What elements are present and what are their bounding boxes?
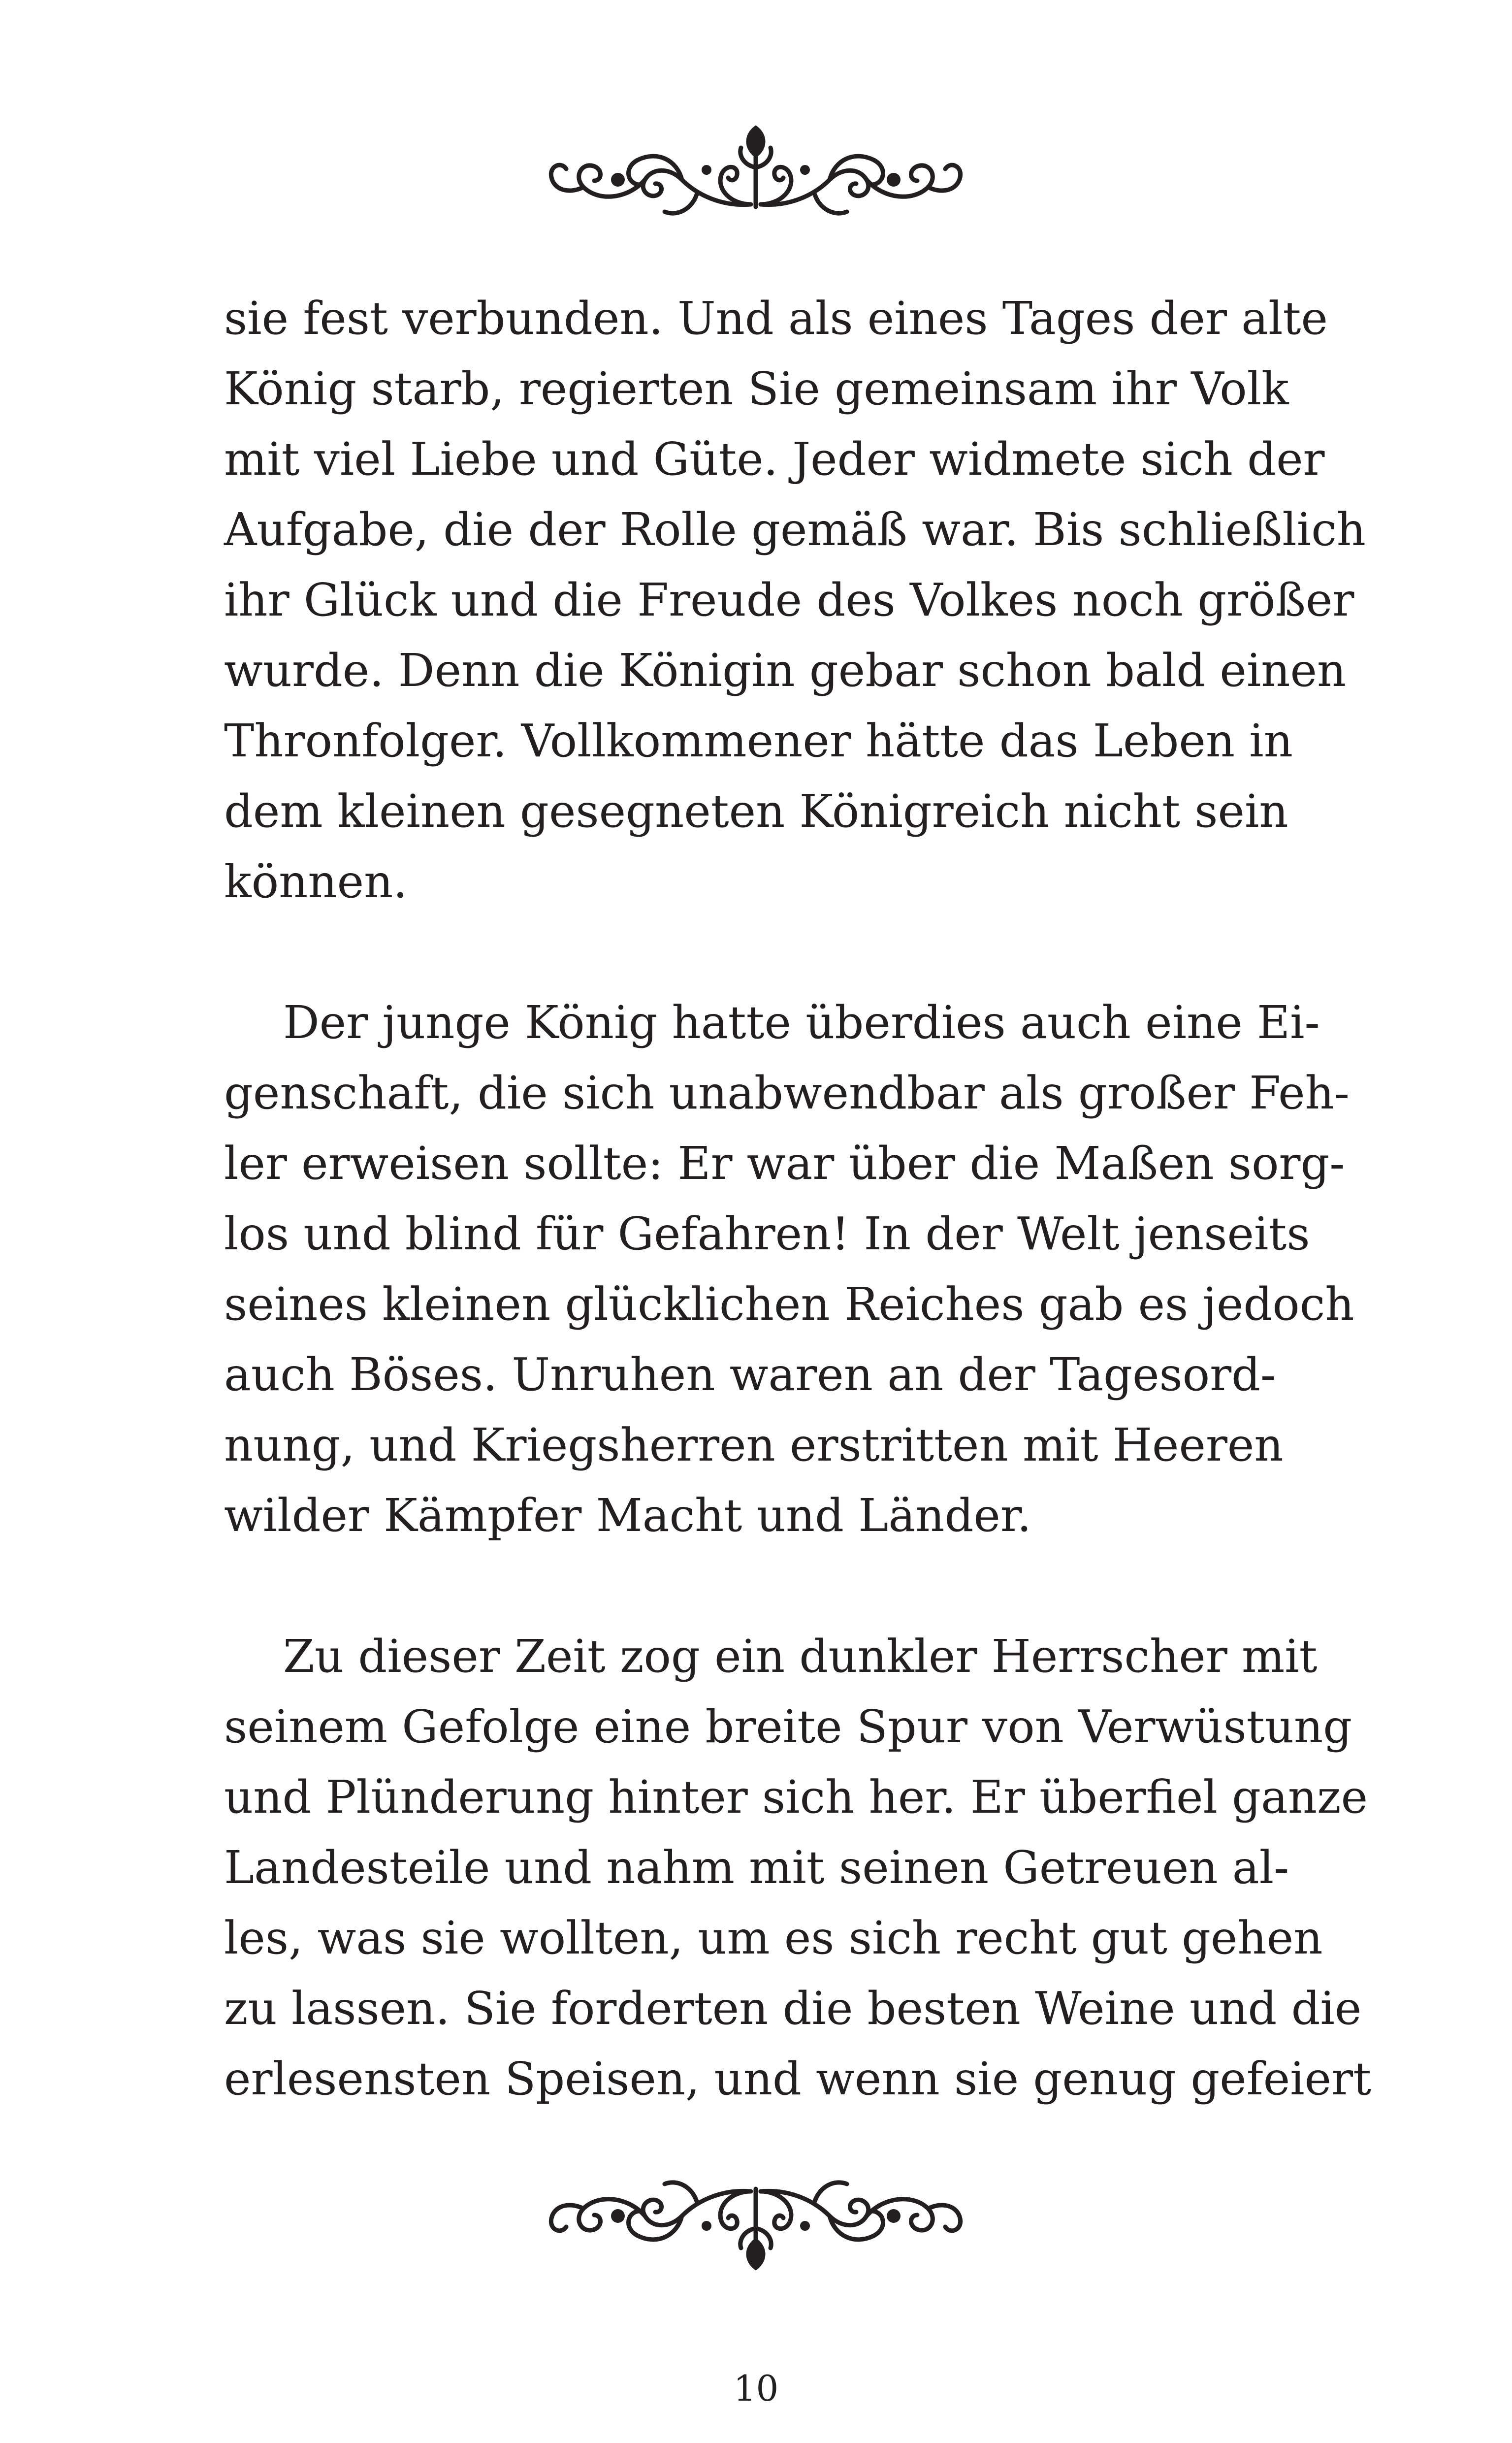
paragraph-1	[224, 283, 1366, 917]
text-line: zu lassen. Sie forderten die besten Weine und die	[224, 1982, 1362, 2035]
ornament-left-half	[551, 156, 751, 213]
text-line: wilder Kämpfer Macht und Länder.	[224, 1489, 1031, 1542]
paragraph-2	[224, 987, 1354, 1551]
bottom-scroll-ornament-icon	[534, 2162, 977, 2275]
page-number: 10	[733, 2368, 779, 2409]
text-line: les, was sie wollten, um es sich recht gut gehen	[224, 1912, 1323, 1964]
text-line: dem kleinen gesegneten Königreich nicht sein	[224, 785, 1288, 838]
text-line: ihr Glück und die Freude des Volkes noch größer	[224, 574, 1354, 626]
paragraph-spacer	[224, 1551, 1263, 1621]
text-line: König starb, regierten Sie gemeinsam ihr Volk	[224, 362, 1289, 415]
text-line: seinem Gefolge eine breite Spur von Verwüstung	[224, 1700, 1352, 1753]
text-line: Aufgabe, die der Rolle gemäß war. Bis schließlich	[224, 503, 1366, 556]
text-line: auch Böses. Unruhen waren an der Tagesord-	[224, 1348, 1276, 1401]
text-line: seines kleinen glücklichen Reiches gab es jedoch	[224, 1278, 1354, 1331]
body-text	[224, 283, 1372, 2114]
text-line: erlesensten Speisen, und wenn sie genug gefeiert	[224, 2052, 1372, 2105]
text-line: Der junge König hatte überdies auch eine Ei-	[283, 996, 1320, 1049]
text-line: Landesteile und nahm mit seinen Getreuen al-	[224, 1841, 1289, 1894]
ornament-left-half	[551, 2182, 751, 2240]
text-line: ler erweisen sollte: Er war über die Maßen sorg-	[224, 1137, 1345, 1190]
text-line: nung, und Kriegsherren erstritten mit Heeren	[224, 1419, 1284, 1471]
text-line: Thronfolger. Vollkommener hätte das Leben in	[224, 715, 1293, 767]
text-line: können.	[224, 855, 408, 908]
text-line: Zu dieser Zeit zog ein dunkler Herrscher mit	[283, 1630, 1318, 1683]
paragraph-spacer	[224, 917, 1263, 987]
ornament-right-half	[761, 2182, 961, 2240]
paragraph-3	[224, 1621, 1372, 2114]
text-line: und Plünderung hinter sich her. Er überfiel ganze	[224, 1771, 1368, 1824]
text-line: genschaft, die sich unabwendbar als großer Feh-	[224, 1067, 1350, 1119]
text-line: wurde. Denn die Königin gebar schon bald einen	[224, 644, 1347, 697]
ornament-right-half	[761, 156, 961, 213]
text-line: sie fest verbunden. Und als eines Tages der alte	[224, 292, 1328, 345]
text-line: mit viel Liebe und Güte. Jeder widmete sich der	[224, 433, 1325, 486]
text-line: los und blind für Gefahren! In der Welt jenseits	[224, 1207, 1310, 1260]
top-scroll-ornament-icon	[534, 121, 977, 234]
